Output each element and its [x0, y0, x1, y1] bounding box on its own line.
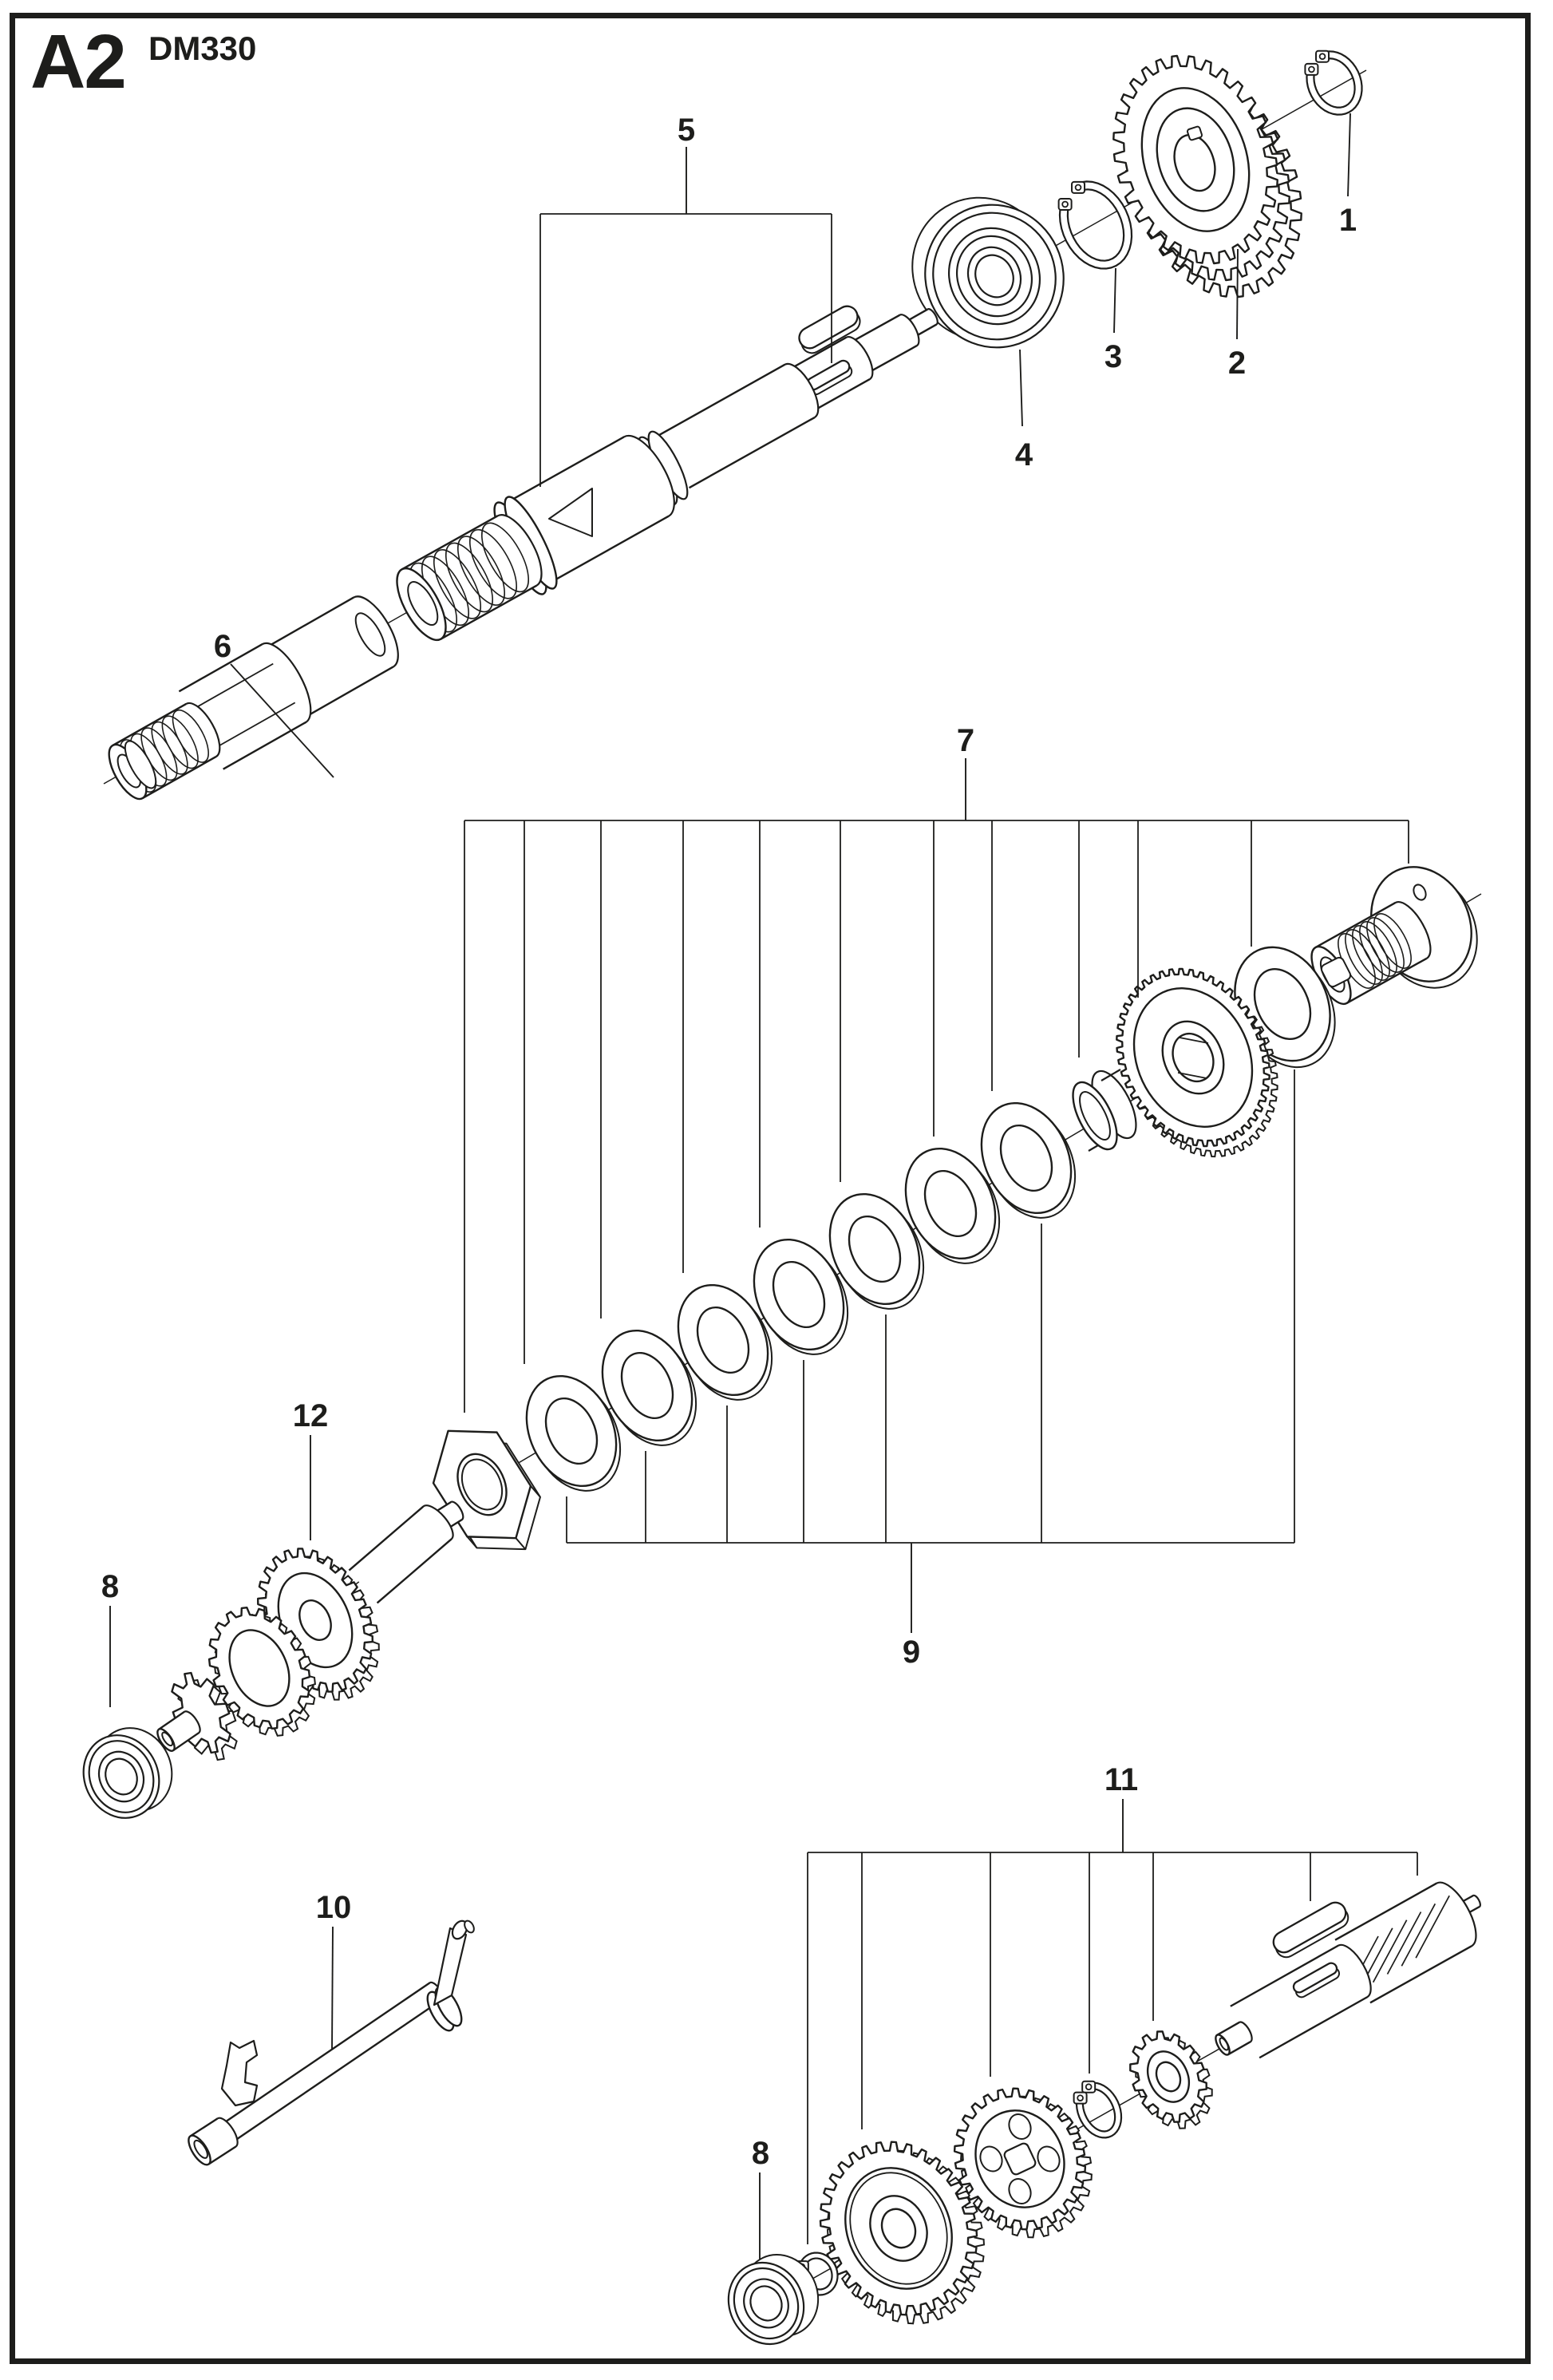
callout-4: 4 [1014, 437, 1033, 472]
retaining-ring-1 [1305, 51, 1361, 115]
pinion-shaft-11 [1213, 1876, 1485, 2058]
callout-6: 6 [213, 629, 232, 664]
callout-5: 5 [677, 113, 696, 148]
retaining-ring-3 [1059, 181, 1132, 268]
callout-8-lower: 8 [751, 2136, 770, 2171]
helical-gear-2 [1113, 56, 1301, 297]
model-code: DM330 [148, 30, 257, 67]
callout-10: 10 [315, 1890, 352, 1925]
callout-3: 3 [1104, 339, 1123, 374]
retaining-ring-11 [1074, 2082, 1121, 2138]
section-code: A2 [30, 19, 125, 105]
spoked-gear-11 [954, 2089, 1092, 2238]
spindle-shaft-5 [387, 307, 939, 647]
callout-12: 12 [292, 1398, 329, 1433]
dog-gear-11 [1130, 2031, 1211, 2128]
callout-2: 2 [1227, 346, 1247, 381]
callout-7: 7 [956, 723, 975, 758]
valve-tube-10 [184, 1919, 476, 2168]
cup-spring-stack [509, 1089, 1092, 1505]
callout-8-upper: 8 [101, 1569, 120, 1604]
callout-1: 1 [1338, 203, 1357, 238]
thread-adapter-6 [101, 589, 408, 805]
output-flange-7 [1304, 851, 1496, 1010]
callout-9: 9 [902, 1635, 921, 1670]
callout-11: 11 [1104, 1762, 1139, 1797]
